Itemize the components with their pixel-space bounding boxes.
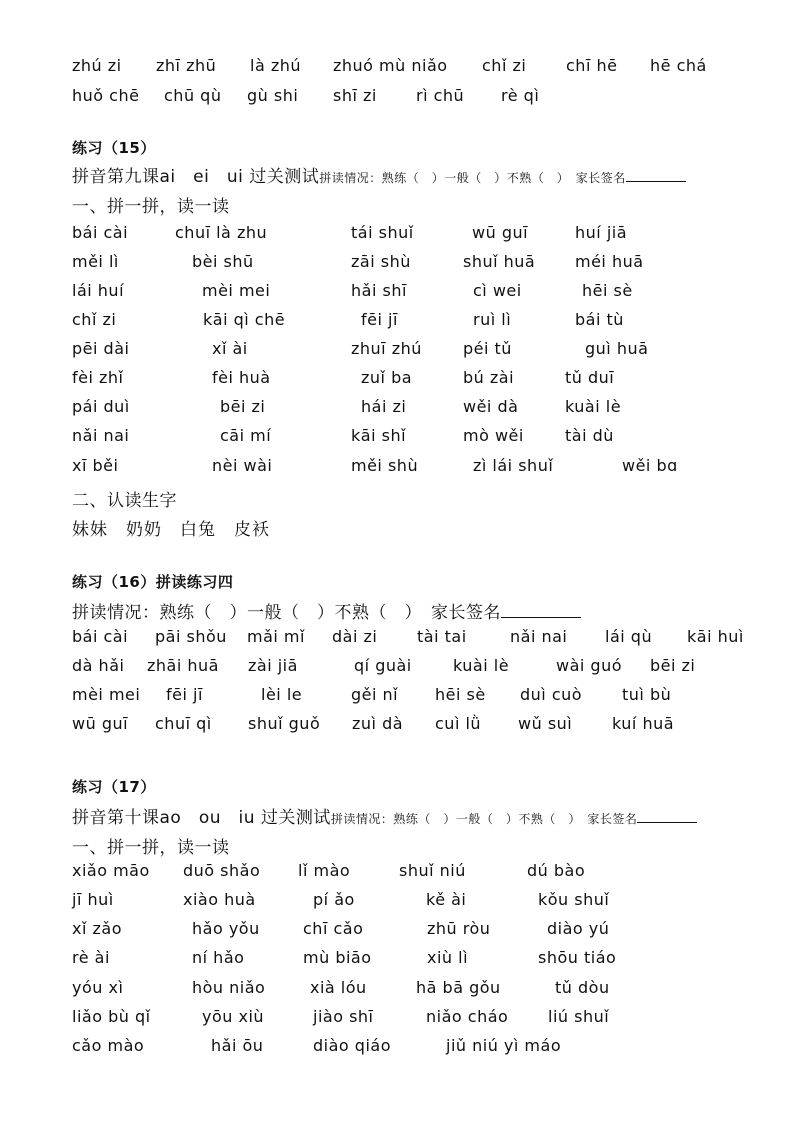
pinyin-word: fēi jī	[361, 310, 398, 329]
pinyin-word: wū guī	[472, 223, 529, 242]
pinyin-word: chū qù	[164, 86, 222, 105]
pinyin-word: bái cài	[72, 627, 129, 646]
pinyin-word: nǎi nai	[510, 627, 568, 646]
pinyin-word: kǒu shuǐ	[538, 890, 610, 909]
pinyin-word: pái duì	[72, 397, 130, 416]
pinyin-word: xiǎo māo	[72, 861, 150, 880]
pinyin-word: cāi mí	[220, 426, 272, 445]
pinyin-word: hǎi shī	[351, 281, 407, 300]
pinyin-word: liú shuǐ	[548, 1007, 610, 1026]
section-heading: 一、拼一拼，读一读	[72, 197, 230, 217]
pinyin-word: bú zài	[463, 368, 515, 387]
exercise-15-title	[72, 162, 686, 187]
pinyin-word: zhī zhū	[156, 56, 217, 75]
section-heading-2: 二、认读生字	[72, 491, 177, 511]
pinyin-word: xǐ ài	[212, 339, 248, 358]
pinyin-word: lǐ mào	[298, 861, 351, 880]
pinyin-word: diào qiáo	[313, 1036, 391, 1055]
pinyin-word: ní hǎo	[192, 948, 245, 967]
pinyin-word: bēi zi	[650, 656, 696, 675]
pinyin-word: jiào shī	[313, 1007, 374, 1026]
exercise-17-title	[72, 803, 697, 828]
pinyin-word: fēi jī	[166, 685, 203, 704]
pinyin-word: huí jiā	[575, 223, 628, 242]
pinyin-word: wěi bɑ	[622, 456, 678, 475]
pinyin-word: zhū ròu	[427, 919, 491, 938]
pinyin-word: dà hǎi	[72, 656, 125, 675]
pinyin-word: rì chū	[416, 86, 465, 105]
pinyin-word: hǎo yǒu	[192, 919, 260, 938]
section-heading: 一、拼一拼，读一读	[72, 838, 230, 858]
exercise-17-heading: 练习（17）	[72, 778, 156, 796]
pinyin-word: fèi huà	[212, 368, 271, 387]
pinyin-word: guì huā	[585, 339, 649, 358]
pinyin-word: tǔ dòu	[555, 978, 610, 997]
pinyin-word: pí ǎo	[313, 890, 355, 909]
pinyin-word: chī cǎo	[303, 919, 364, 938]
pinyin-word: tuì bù	[622, 685, 672, 704]
pinyin-word: cì wei	[473, 281, 522, 300]
pinyin-word: jī huì	[72, 890, 114, 909]
pinyin-word: hái zi	[361, 397, 407, 416]
pinyin-word: nǎi nai	[72, 426, 130, 445]
pinyin-word: cuì lǜ	[435, 714, 482, 733]
pinyin-word: kāi qì chē	[203, 310, 286, 329]
pinyin-word: hā bā gǒu	[416, 978, 501, 997]
signature-blank	[637, 810, 697, 823]
pinyin-word: yóu xì	[72, 978, 124, 997]
pinyin-word: huǒ chē	[72, 86, 140, 105]
pinyin-word: gù shi	[247, 86, 299, 105]
pinyin-word: tài tai	[417, 627, 467, 646]
exercise-16-status-line	[72, 598, 581, 623]
pinyin-word: chǐ zi	[482, 56, 527, 75]
pinyin-word: shuǐ guǒ	[248, 714, 321, 733]
pinyin-word: wěi dà	[463, 397, 519, 416]
pinyin-word: zài jiā	[248, 656, 298, 675]
pinyin-word: liǎo bù qǐ	[72, 1007, 151, 1026]
pinyin-word: duō shǎo	[183, 861, 261, 880]
pinyin-word: tái shuǐ	[351, 223, 414, 242]
signature-blank	[626, 169, 686, 182]
pinyin-word: dài zi	[332, 627, 378, 646]
pinyin-word: mǎi mǐ	[247, 627, 305, 646]
pinyin-word: tài dù	[565, 426, 614, 445]
reading-status: 拼读情况：熟练（ ）一般（ ）不熟（ ） 家长签名	[330, 812, 638, 826]
pinyin-word: gěi nǐ	[351, 685, 399, 704]
reading-status: 拼读情况：熟练（ ）一般（ ）不熟（ ） 家长签名	[319, 171, 626, 185]
pinyin-word: fèi zhǐ	[72, 368, 124, 387]
pinyin-word: zhāi huā	[147, 656, 219, 675]
pinyin-word: zuǐ ba	[361, 368, 413, 387]
pinyin-word: měi lì	[72, 252, 119, 271]
pinyin-word: shī zi	[333, 86, 377, 105]
pinyin-word: wǔ suì	[518, 714, 573, 733]
pinyin-word: cǎo mào	[72, 1036, 145, 1055]
pinyin-word: zhuī zhú	[351, 339, 422, 358]
pinyin-word: rè qì	[501, 86, 540, 105]
pinyin-word: hēi sè	[582, 281, 633, 300]
pinyin-word: mèi mei	[72, 685, 141, 704]
pinyin-word: hē chá	[650, 56, 707, 75]
pinyin-word: kuí huā	[612, 714, 675, 733]
pinyin-word: kāi huì	[687, 627, 744, 646]
pinyin-word: rè ài	[72, 948, 110, 967]
pinyin-word: bēi zi	[220, 397, 266, 416]
pinyin-word: mò wěi	[463, 426, 524, 445]
pinyin-word: shuǐ niú	[399, 861, 466, 880]
pinyin-word: duì cuò	[520, 685, 583, 704]
pinyin-word: lèi le	[261, 685, 303, 704]
pinyin-word: zuì dà	[352, 714, 404, 733]
pinyin-word: wū guī	[72, 714, 129, 733]
reading-status: 拼读情况：熟练（ ）一般（ ）不熟（ ） 家长签名	[72, 603, 501, 623]
pinyin-word: měi shù	[351, 456, 419, 475]
pinyin-word: tǔ duī	[565, 368, 615, 387]
pinyin-word: pāi shǒu	[155, 627, 227, 646]
pinyin-word: chuī là zhu	[175, 223, 268, 242]
pinyin-word: méi huā	[575, 252, 644, 271]
pinyin-word: mù biāo	[303, 948, 372, 967]
pinyin-word: chuī qì	[155, 714, 212, 733]
exercise-15-heading: 练习（15）	[72, 139, 156, 157]
pinyin-word: kāi shǐ	[351, 426, 407, 445]
pinyin-word: wài guó	[556, 656, 623, 675]
pinyin-word: hēi sè	[435, 685, 486, 704]
pinyin-word: zì lái shuǐ	[473, 456, 554, 475]
pinyin-word: shōu tiáo	[538, 948, 617, 967]
pinyin-word: hǎi ōu	[211, 1036, 264, 1055]
pinyin-word: bèi shū	[192, 252, 254, 271]
pinyin-word: chǐ zi	[72, 310, 117, 329]
pinyin-word: bái tù	[575, 310, 624, 329]
lesson-title: 拼音第九课ai ei ui 过关测试	[72, 167, 320, 187]
pinyin-word: ruì lì	[473, 310, 512, 329]
pinyin-word: jiǔ niú yì máo	[446, 1036, 562, 1055]
pinyin-word: niǎo cháo	[426, 1007, 509, 1026]
pinyin-word: lái huí	[72, 281, 125, 300]
pinyin-word: kuài lè	[565, 397, 622, 416]
pinyin-word: xiù lì	[427, 948, 469, 967]
pinyin-word: xiào huà	[183, 890, 256, 909]
pinyin-word: kuài lè	[453, 656, 510, 675]
exercise-16-heading: 练习（16）拼读练习四	[72, 573, 234, 591]
pinyin-word: chī hē	[566, 56, 618, 75]
lesson-title: 拼音第十课ao ou iu 过关测试	[72, 808, 331, 828]
pinyin-word: bái cài	[72, 223, 129, 242]
hanzi-words: 妹妹 奶奶 白兔 皮袄	[72, 520, 270, 540]
signature-blank	[501, 603, 581, 618]
pinyin-word: mèi mei	[202, 281, 271, 300]
pinyin-word: xǐ zǎo	[72, 919, 122, 938]
pinyin-word: qí guài	[354, 656, 412, 675]
pinyin-word: là zhú	[250, 56, 302, 75]
pinyin-word: shuǐ huā	[463, 252, 536, 271]
pinyin-word: xià lóu	[310, 978, 367, 997]
pinyin-word: xī běi	[72, 456, 119, 475]
pinyin-word: dú bào	[527, 861, 586, 880]
pinyin-word: kě ài	[426, 890, 467, 909]
pinyin-word: lái qù	[605, 627, 653, 646]
pinyin-word: nèi wài	[212, 456, 273, 475]
pinyin-word: zhuó mù niǎo	[333, 56, 448, 75]
pinyin-word: pēi dài	[72, 339, 130, 358]
pinyin-word: diào yú	[547, 919, 610, 938]
pinyin-word: zāi shù	[351, 252, 411, 271]
pinyin-word: hòu niǎo	[192, 978, 266, 997]
pinyin-word: yōu xiù	[202, 1007, 265, 1026]
pinyin-word: péi tǔ	[463, 339, 512, 358]
pinyin-word: zhú zi	[72, 56, 122, 75]
